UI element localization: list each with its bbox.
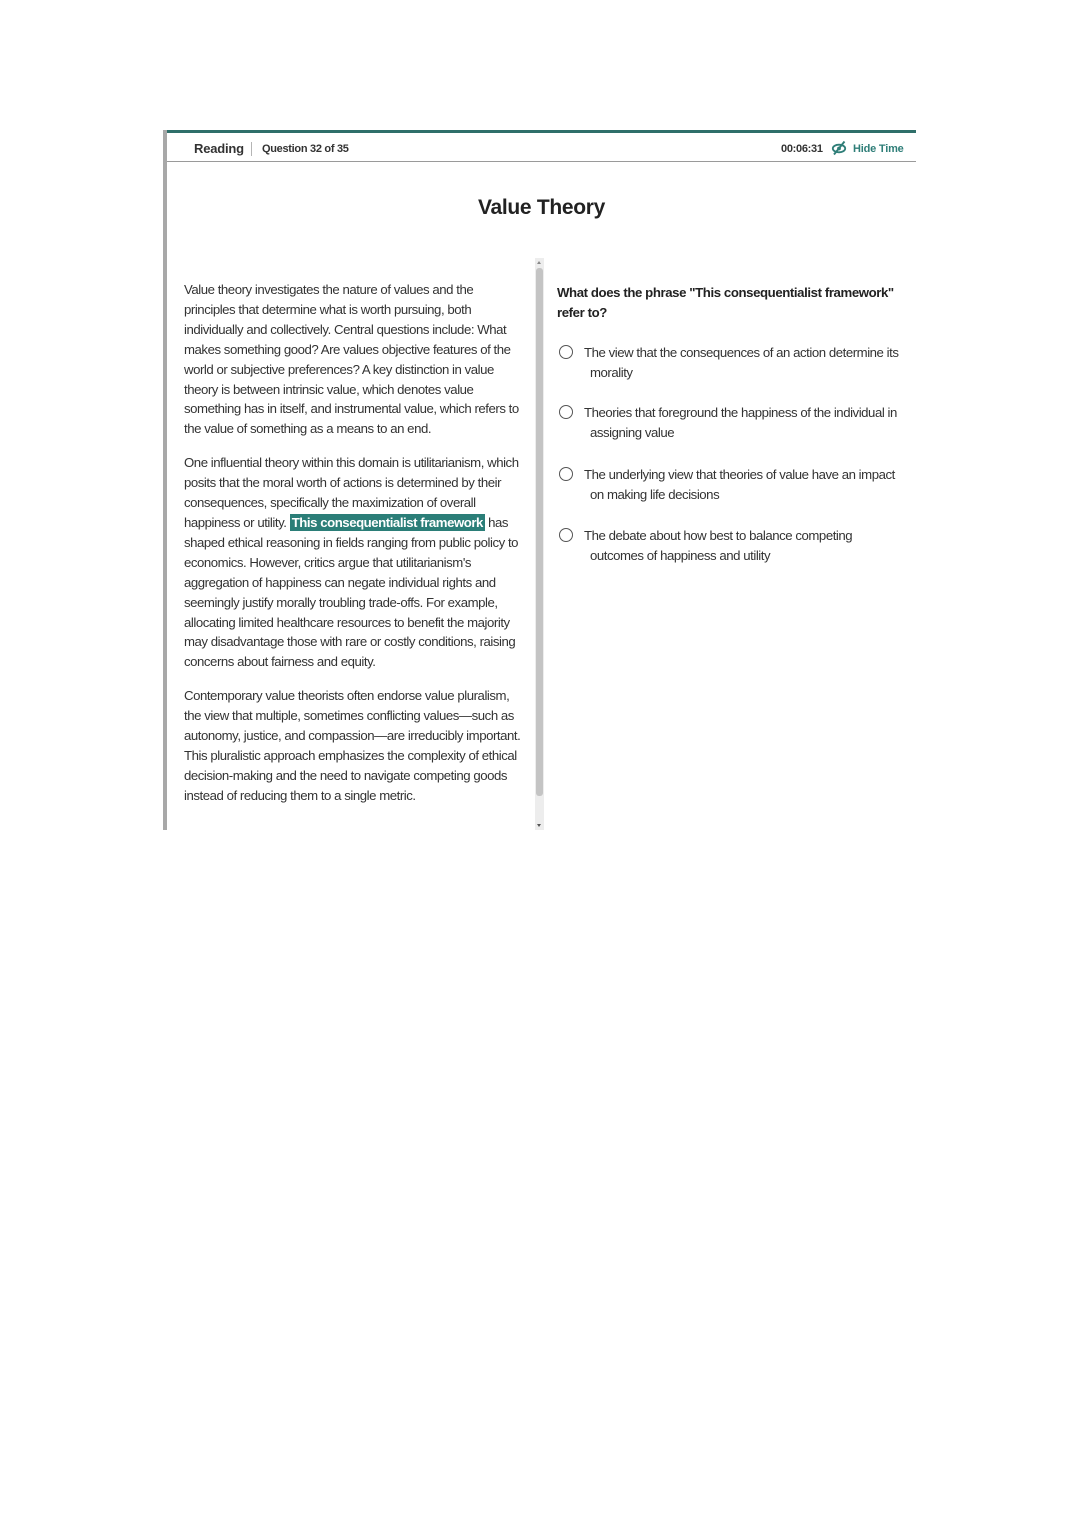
- radio-button[interactable]: [559, 528, 573, 542]
- answer-line-1: The view that the consequences of an action determine its: [584, 345, 899, 360]
- section-label: Reading: [194, 141, 244, 156]
- question-prompt: What does the phrase "This consequentialist framework" refer to?: [557, 285, 894, 320]
- eye-slash-icon[interactable]: [831, 140, 847, 156]
- answer-line-1: The underlying view that theories of value have an impact: [584, 467, 895, 482]
- passage-text: [184, 280, 522, 828]
- radio-button[interactable]: [559, 345, 573, 359]
- passage-scrollbar[interactable]: [535, 258, 544, 830]
- passage-paragraph-3: Contemporary value theorists often endorse value pluralism, the view that multiple, sometimes conflicting values—such as autonomy, justice, and compassion—are irreducibly important. This pluralistic approach emphasizes the complexity of ethical decision-making and the need to navigate competing goods instead of reducing them to a single metric.: [184, 688, 521, 803]
- answer-option-text: [584, 526, 909, 566]
- test-window: [163, 130, 916, 830]
- passage-title: Value Theory: [477, 196, 606, 219]
- answer-line-2: assigning value: [590, 425, 675, 440]
- answer-option-text: [584, 403, 909, 443]
- top-bar: [167, 130, 916, 162]
- answer-line-2: morality: [590, 365, 633, 380]
- passage-p2-before: One influential theory within this domain is utilitarianism, which posits that the moral worth of actions is determined by their consequences, specifically the maximization of overall happiness or utility.: [184, 455, 519, 530]
- scrollbar-thumb[interactable]: [536, 268, 543, 796]
- question-counter: Question 32 of 35: [262, 143, 349, 155]
- answer-line-2: on making life decisions: [590, 487, 720, 502]
- answer-line-1: The debate about how best to balance competing: [584, 528, 853, 543]
- timer: 00:06:31: [781, 143, 823, 155]
- answer-option-text: [584, 343, 909, 383]
- answer-line-1: Theories that foreground the happiness of the individual in: [584, 405, 897, 420]
- radio-button[interactable]: [559, 405, 573, 419]
- hide-time-button[interactable]: Hide Time: [853, 143, 904, 155]
- scroll-down-arrow-icon[interactable]: [537, 824, 541, 827]
- passage-p2-after: has shaped ethical reasoning in fields ranging from public policy to economics. However, critics argue that utilitarianism's aggregation of happiness can negate individual rights and seemingly justify morally troubling trade-offs. For example, allocating limited healthcare resources to benefit the majority may disadvantage those with rare or costly conditions, raising concerns about fairness and equity.: [184, 514, 519, 670]
- answer-line-2: outcomes of happiness and utility: [590, 548, 771, 563]
- radio-button[interactable]: [559, 467, 573, 481]
- scroll-up-arrow-icon[interactable]: [537, 261, 541, 264]
- answer-option-text: [584, 465, 909, 505]
- passage-paragraph-2: [184, 453, 522, 672]
- highlighted-phrase: This consequentialist framework: [291, 514, 483, 530]
- header-divider: [251, 142, 252, 156]
- passage-paragraph-1: Value theory investigates the nature of values and the principles that determine what is worth pursuing, both individually and collectively. Central questions include: What makes something good? Are values objective features of the world or subjective preferences? A key distinction in value theory is between intrinsic value, which denotes value something has in itself, and instrumental value, which refers to the value of something as a means to an end.: [184, 282, 519, 437]
